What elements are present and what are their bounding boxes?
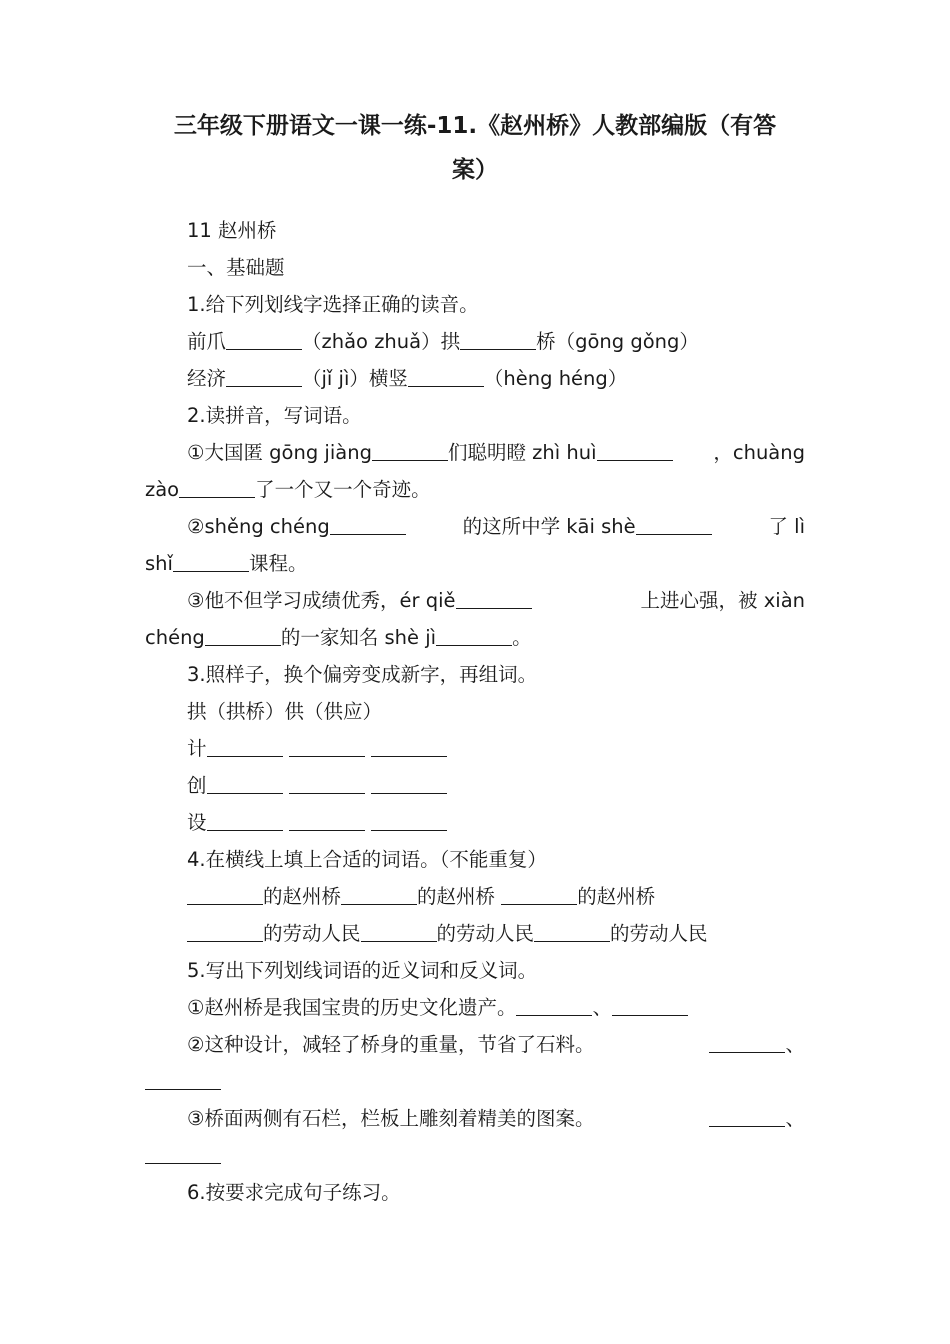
answer-blank[interactable] — [226, 327, 302, 350]
answer-blank[interactable] — [205, 623, 281, 646]
answer-blank[interactable] — [289, 808, 365, 831]
answer-blank[interactable] — [179, 475, 255, 498]
q4-row-2: 的劳动人民 的劳动人民 的劳动人民 — [187, 915, 708, 952]
answer-blank[interactable] — [456, 586, 532, 609]
q1-line2: 经济 （jǐ jì）横竖 （hèng héng） — [187, 360, 627, 397]
answer-blank[interactable] — [597, 438, 673, 461]
q3-example: 拱（拱桥）供（供应） — [187, 700, 383, 723]
q5-s2-line2 — [145, 1063, 221, 1100]
q4-stem: 4.在横线上填上合适的词语。（不能重复） — [187, 848, 547, 871]
answer-blank[interactable] — [173, 549, 249, 572]
q1-stem: 1.给下列划线字选择正确的读音。 — [187, 293, 479, 316]
q5-s2-line1: ②这种设计，减轻了桥身的重量，节省了石料。 、 — [187, 1026, 805, 1063]
title-line-2: 案） — [452, 157, 498, 183]
q2-s2-line1: ②shěng chéng 的这所中学 kāi shè 了 lì — [187, 508, 805, 545]
answer-blank[interactable] — [534, 919, 610, 942]
answer-blank[interactable] — [187, 882, 263, 905]
answer-blank[interactable] — [289, 734, 365, 757]
answer-blank[interactable] — [207, 808, 283, 831]
answer-blank[interactable] — [341, 882, 417, 905]
section-heading: 一、基础题 — [187, 256, 285, 279]
q6-stem: 6.按要求完成句子练习。 — [187, 1181, 401, 1204]
answer-blank[interactable] — [372, 438, 448, 461]
q4-row-1: 的赵州桥 的赵州桥 的赵州桥 — [187, 878, 655, 915]
answer-blank[interactable] — [636, 512, 712, 535]
q3-row-2: 创 — [187, 767, 447, 804]
q2-stem: 2.读拼音，写词语。 — [187, 404, 362, 427]
answer-blank[interactable] — [207, 771, 283, 794]
q5-s3-line2 — [145, 1137, 221, 1174]
answer-blank[interactable] — [371, 808, 447, 831]
q3-row-3: 设 — [187, 804, 447, 841]
answer-blank[interactable] — [371, 771, 447, 794]
answer-blank[interactable] — [145, 1141, 221, 1164]
answer-blank[interactable] — [207, 734, 283, 757]
answer-blank[interactable] — [516, 993, 592, 1016]
q3-row-1: 计 — [187, 730, 447, 767]
answer-blank[interactable] — [361, 919, 437, 942]
q3-stem: 3.照样子，换个偏旁变成新字，再组词。 — [187, 663, 538, 686]
page-title — [145, 104, 805, 192]
answer-blank[interactable] — [460, 327, 536, 350]
q1-line1: 前爪 （zhǎo zhuǎ）拱 桥（gōng gǒng） — [187, 323, 699, 360]
q5-s3-line1: ③桥面两侧有石栏，栏板上雕刻着精美的图案。 、 — [187, 1100, 805, 1137]
answer-blank[interactable] — [289, 771, 365, 794]
answer-blank[interactable] — [612, 993, 688, 1016]
q2-s3-line2: chéng 的一家知名 shè jì 。 — [145, 619, 532, 656]
answer-blank[interactable] — [709, 1030, 785, 1053]
answer-blank[interactable] — [501, 882, 577, 905]
q2-s2-line2: shǐ 课程。 — [145, 545, 307, 582]
answer-blank[interactable] — [226, 364, 302, 387]
q5-stem: 5.写出下列划线词语的近义词和反义词。 — [187, 959, 538, 982]
answer-blank[interactable] — [436, 623, 512, 646]
q2-s1-line1: ①大国匿 gōng jiàng 们聪明瞪 zhì huì ，chuàng — [187, 434, 805, 471]
title-line-1: 三年级下册语文一课一练-11.《赵州桥》人教部编版（有答 — [173, 113, 777, 139]
answer-blank[interactable] — [371, 734, 447, 757]
q5-s1: ①赵州桥是我国宝贵的历史文化遗产。 、 — [187, 989, 688, 1026]
q2-s3-line1: ③他不但学习成绩优秀，ér qiě 上进心强，被 xiàn — [187, 582, 805, 619]
lesson-heading: 11 赵州桥 — [187, 219, 277, 242]
answer-blank[interactable] — [145, 1067, 221, 1090]
answer-blank[interactable] — [709, 1104, 785, 1127]
answer-blank[interactable] — [330, 512, 406, 535]
q2-s1-line2: zào 了一个又一个奇迹。 — [145, 471, 431, 508]
answer-blank[interactable] — [187, 919, 263, 942]
answer-blank[interactable] — [408, 364, 484, 387]
